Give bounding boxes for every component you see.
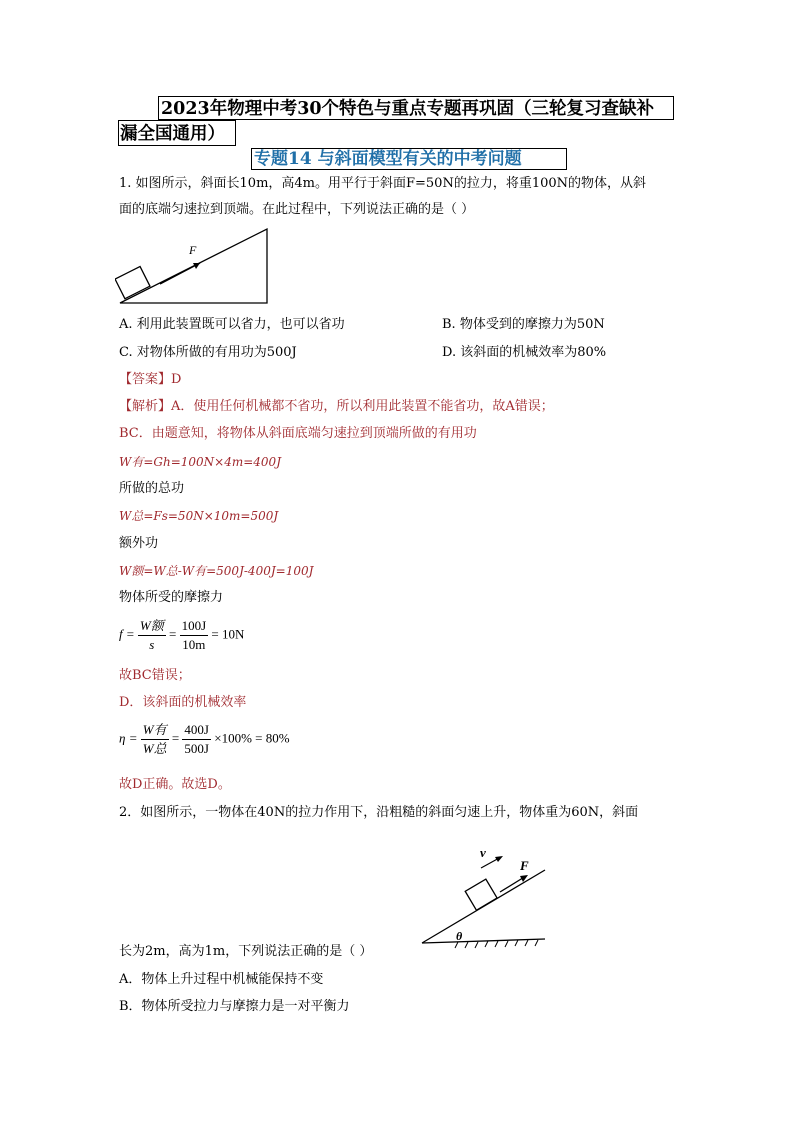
q2-stem-line-1: 2．如图所示，一物体在40N的拉力作用下，沿粗糙的斜面匀速上升，物体重为60N，斜面	[119, 805, 639, 820]
q1-option-c: C. 对物体所做的有用功为500J	[119, 345, 297, 360]
q1-option-a: A. 利用此装置既可以省力，也可以省功	[119, 317, 345, 332]
q1-eq-extra: W额=W总-W有=500J-400J=100J	[119, 564, 314, 578]
q1-option-d: D. 该斜面的机械效率为80%	[442, 345, 607, 360]
title-line-1: 2023年物理中考30个特色与重点专题再巩固（三轮复习查缺补	[158, 96, 674, 120]
q1-analysis-bc: BC．由题意知，将物体从斜面底端匀速拉到顶端所做的有用功	[119, 426, 477, 441]
force-label: F	[189, 243, 197, 257]
q2-incline-figure	[418, 840, 553, 952]
force-label: F	[520, 858, 529, 873]
q1-eq-friction: f = $\frac{\text{W额}}{s}$ = $\frac{100J}{10m}$ = 10N	[119, 618, 245, 652]
q1-eq-efficiency: η = $\frac{\text{W有}}{\text{W总}}$ = $\frac{400J}{500J}$ ×100% = 80%	[119, 722, 290, 756]
q1-analysis-d: D．该斜面的机械效率	[119, 695, 247, 710]
velocity-arrow-head	[495, 856, 503, 862]
q2-option-b: B．物体所受拉力与摩擦力是一对平衡力	[119, 999, 350, 1014]
q1-incline-figure	[115, 226, 275, 308]
q1-stem-line-1: 1. 如图所示，斜面长10m，高4m。用平行于斜面F=50N的拉力，将重100N的物体，从斜	[119, 176, 647, 191]
q1-answer: 【答案】D	[119, 372, 182, 387]
q1-eq-total: W总=Fs=50N×10m=500J	[119, 509, 279, 523]
q1-conclusion: 故D正确。故选D。	[119, 777, 231, 792]
document-title	[118, 96, 674, 146]
q1-bc-wrong: 故BC错误；	[119, 668, 191, 683]
force-arrow-line	[160, 263, 200, 284]
q1-eq-useful: W有=Gh=100N×4m=400J	[119, 455, 282, 469]
q2-option-a: A．物体上升过程中机械能保持不变	[119, 972, 324, 987]
q1-analysis-a: 【解析】A．使用任何机械都不省功，所以利用此装置不能省功，故A错误；	[119, 399, 554, 414]
block	[465, 879, 497, 910]
title-line-2: 漏全国通用）	[118, 120, 236, 146]
block	[115, 266, 150, 298]
q1-friction-label: 物体所受的摩擦力	[119, 590, 224, 605]
angle-label: θ	[456, 929, 463, 943]
q1-extra-label: 额外功	[119, 536, 159, 551]
q1-total-label: 所做的总功	[119, 481, 185, 496]
velocity-label: v	[480, 845, 486, 860]
q1-stem-line-2: 面的底端匀速拉到顶端。在此过程中，下列说法正确的是（ ）	[119, 202, 475, 217]
q2-stem-line-2: 长为2m，高为1m，下列说法正确的是（ ）	[119, 944, 373, 959]
q1-option-b: B. 物体受到的摩擦力为50N	[442, 317, 605, 332]
topic-subtitle: 专题14 与斜面模型有关的中考问题	[251, 148, 567, 170]
